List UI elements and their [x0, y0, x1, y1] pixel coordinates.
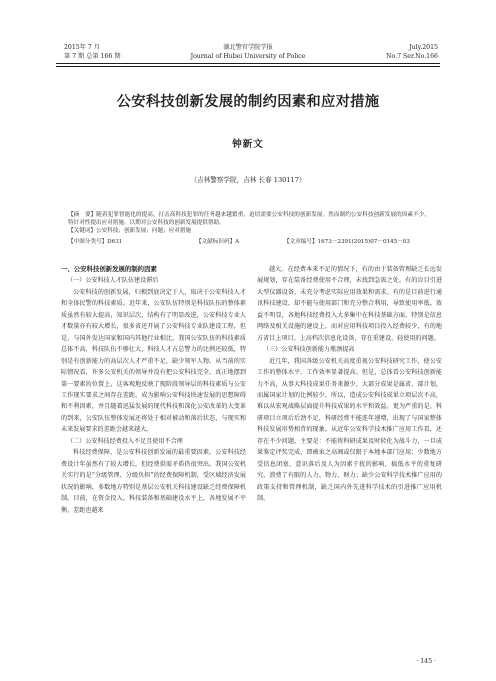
subsection-heading: （三）公安科技创新能力瓶颈提高 — [263, 346, 355, 354]
section-heading: 一、公安科技创新发展的制约因素 — [61, 265, 157, 273]
header-journal-cn: 湖北警官学院学报 — [223, 44, 273, 51]
keywords: 【关键词】公安科技；创新发展；问题；应对措施 — [68, 228, 192, 234]
article-title: 公安科技创新发展的制约因素和应对措施 — [116, 94, 380, 110]
left-column — [61, 264, 246, 516]
header-issue: 第 7 期 总第 166 期 — [64, 53, 121, 60]
subsection-heading: （一）公安科技人才队伍建设滞后 — [67, 277, 159, 285]
paragraph: 公安科技的创新发展，归根到底决定于人，取决于公安科技人才和全体民警的科技素质。近年来，公安队伍特别是科技队伍的整体素质虽然有较大提高，知识层次、结构有了明显改进，公安科技专业人才数量亦有较大增长，很多省还开展了公安科技专业队建设工程，但是，与国外发达国家和国内其他行业相比，我国公安队伍的科技素质总体不高，科技队伍不够壮大，科技人才占总警力的比例还较低，特别是有创新能力的高层次人才严重不足，缺少领军人物。从当前的实际情况看，许多公安机关的领导并没有把公安科技完全、真正地摆到第一要素的位置上，这客观地反映了现阶段领导层的科技素质与公安工作现实要求之间存在差距。成为影响公安科技快速发展的思想障碍和不利因素，并且随着迅猛发展的现代科技和深化公安改革的大变革的到来，公安队伍整体发展还将处于相对被动和落后状态，与现实和未来发展要求的差距会越来越大。 — [61, 288, 246, 434]
clc-number: 【中图分类号】D631 — [68, 239, 123, 245]
paragraph: 越大。在经费本来不足的情况下，有的由于装备管理缺乏长远发展规划，存在装备经费使用不合理，未找到急需之处。有的盲目引进大型仪器设备，未充分考虑实际应用效果和需求。有的是目前进行通讯科技建设，却不能与使用部门和充分整合利用，导致使用率低、效益不明显，各地科技经费投入大多集中在科技基础方面，特别是信息网络及相关设施的建设上，而对应用科技项目投入经费较少，有的地方省目上项目、上高档次信息化设备，存在重建设、轻使用的问题。 — [257, 266, 442, 342]
header-rule — [56, 63, 440, 64]
article-affiliation: （吉林警察学院，吉林 长春 130117） — [190, 176, 306, 184]
header-date: 2015年 7 月 — [64, 44, 100, 51]
article-author: 钟新文 — [232, 139, 264, 150]
article-number: 【文章编号】1673－2391(2015)07－0145－03 — [284, 239, 410, 245]
right-column — [257, 264, 442, 505]
header-issue-en: No.7 Ser.No.166 — [386, 53, 438, 60]
header-journal-en: Journal of Hubei University of Police — [190, 53, 306, 60]
header-rule-thin — [56, 66, 440, 67]
paragraph: 科技经费保障，是公安科技创新发展的最重要因素。公安科技经费设计年虽然有了较大增长，但经费供需矛盾仍很突出。我国公安机关实行的是“分级管理、分级负担”的经费保障机制，受区域经济发展状况的影响，多数地方特别是基层公安机关科技建设缺乏经费保障机制。目前，在资金投入、科技装备和基础建设水平上，各地发展不平衡，差距也越来 — [61, 449, 246, 514]
document-code: 【文献标识码】A — [196, 239, 240, 245]
subsection-heading: （二）公安科技经费投入不足且使用不合理 — [67, 437, 183, 445]
header-date-en: July.2015 — [409, 44, 438, 51]
abstract: 【摘 要】随着犯罪智能化的提高，打击高科技犯罪的任务越来越繁重，迫切需要公安科技的创新发展。然而制约公安科技创新发展的因素不少，特针对性提出应对措施，以期对公安科技的创新发展提供帮助。 — [68, 212, 430, 226]
paragraph: 近几年，我国各级公安机关高度重视公安科技研究工作，使公安工作的整体水平、工作效率显著提高。但是，总体看公安科技创新能力不高，从事大科技成果任务来源少，大部分成果是属省、部计划，而属国家计划的比例较少，所以，造成公安科技成果立项层次不高，难以从宏观战略层面提升科技成果的水平和效益。更为严重的是，科研项目立项后后劲不足，科研经费不能连年递增，出现了与国家整体科技发展形势相背的现象。从近年公安科学技术推广应用工作看，还存在不少问题，主要是：不能将科研成果及时转化为战斗力，一旦成果鉴定评奖完成，即被束之高阁或仅限于本地本部门应用；少数地方受信息闭塞、意识落后及人为因素干扰的影响，搞低水平的重复研究，浪费了有限的人力、物力、财力；缺少公安科学技术推广应用的政策支持和管理机制，缺乏国内外先进科学技术的引进推广应用机制。 — [257, 357, 442, 503]
page-number: · 145 · — [416, 658, 436, 665]
